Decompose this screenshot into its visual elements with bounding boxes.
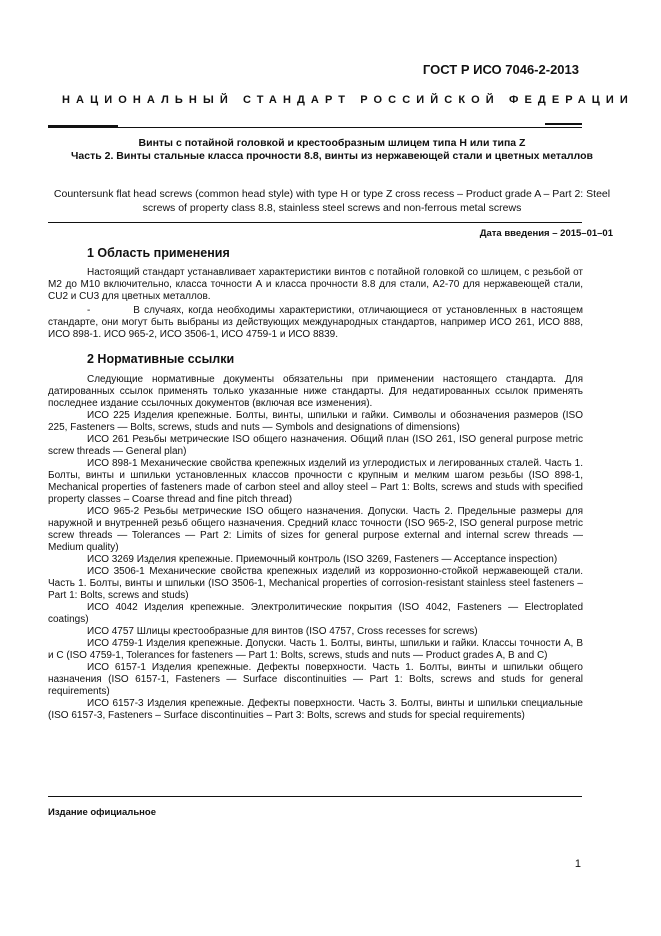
reference-paragraph: ИСО 6157-1 Изделия крепежные. Дефекты поверхности. Часть 1. Болты, винты и шпильки общего назначения (ISO 6157-1, Fasteners — Surface discontinuities — Part 1: Bolts, screws and studs for general requirements) <box>48 662 583 697</box>
reference-paragraph: ИСО 898-1 Механические свойства крепежных изделий из углеродистых и легированных сталей. Часть 1. Болты, винты и шпильки установленных классов прочности с крупным и мелким шагом резьбы (ISO 898-1, Mechanical properties of fasteners made of carbon steel and alloy steel – Part 1: Bolts, screws and studs with specified property classes – Coarse thread and fine pitch thread) <box>48 458 583 505</box>
footer-separator <box>48 796 582 797</box>
introduction-date: Дата введения – 2015–01–01 <box>479 228 613 239</box>
title-rule-right <box>545 123 582 125</box>
english-title: Countersunk flat head screws (common head style) with type H or type Z cross recess – Product grade A – Part 2: Steel screws of property class 8.8, stainless steel screws and non-ferrous metal screws <box>53 188 611 214</box>
section-1-paragraph: - В случаях, когда необходимы характеристики, отличающиеся от установленных в настоящем стандарте, они могут быть выбраны из действующих международных стандартов, например ИСО 261, ИСО 888, ИСО 898-1. ИСО 965-2, ИСО 3506-1, ИСО 4759-1 и ИСО 8839. <box>48 305 583 340</box>
section-2-heading: 2 Нормативные ссылки <box>87 352 235 366</box>
reference-paragraph: ИСО 965-2 Резьбы метрические ISO общего назначения. Допуски. Часть 2. Предельные размеры для наружной и внутренней резьб общего назначения. Средний класс точности (ISO 965-2, ISO general purpose metric screw threads — Tolerances — Part 2: Limits of sizes for general purpose external and internal screw threads — Medium quality) <box>48 506 583 553</box>
russian-title-line2: Часть 2. Винты стальные класса прочности 8.8, винты из нержавеющей стали и цветных металлов <box>71 150 593 162</box>
section-1-paragraph: Настоящий стандарт устанавливает характеристики винтов с потайной головкой со шлицем, с резьбой от М2 до М10 включительно, класса точности А и класса прочности 8.8 для стали, А2-70 для нержавеющей стали, CU2 и CU3 для цветных металлов. <box>48 267 583 302</box>
reference-paragraph: ИСО 3269 Изделия крепежные. Приемочный контроль (ISO 3269, Fasteners — Acceptance inspection) <box>87 554 558 565</box>
reference-paragraph: ИСО 4757 Шлицы крестообразные для винтов (ISO 4757, Cross recesses for screws) <box>87 626 478 637</box>
page-number: 1 <box>574 858 581 870</box>
reference-paragraph: ИСО 6157-3 Изделия крепежные. Дефекты поверхности. Часть 3. Болты, винты и шпильки специальные (ISO 6157-3, Fasteners – Surface discontinuities – Part 3: Bolts, screws and studs for special requirements) <box>48 698 583 721</box>
national-standard-banner: НАЦИОНАЛЬНЫЙ СТАНДАРТ РОССИЙСКОЙ ФЕДЕРАЦИИ <box>62 94 634 106</box>
section-2-body <box>48 374 583 722</box>
reference-paragraph: ИСО 4042 Изделия крепежные. Электролитические покрытия (ISO 4042, Fasteners — Electroplated coatings) <box>48 602 583 625</box>
reference-paragraph: ИСО 261 Резьбы метрические ISO общего назначения. Общий план (ISO 261, ISO general purpose metric screw threads — General plan) <box>48 434 583 457</box>
official-edition-label: Издание официальное <box>48 807 156 818</box>
russian-title <box>62 137 602 163</box>
russian-title-line1: Винты с потайной головкой и крестообразным шлицем типа H или типа Z <box>138 137 526 149</box>
title-separator <box>48 222 582 223</box>
reference-paragraph: ИСО 4759-1 Изделия крепежные. Допуски. Часть 1. Болты, винты, шпильки и гайки. Классы точности А, В и С (ISO 4759-1, Tolerances for fasteners — Part 1: Bolts, screws, studs and nuts — Product grades A, B and C) <box>48 638 583 661</box>
title-rule-thin <box>48 127 582 128</box>
reference-paragraph: ИСО 225 Изделия крепежные. Болты, винты, шпильки и гайки. Символы и обозначения размеров (ISO 225, Fasteners — Bolts, screws, studs and nuts — Symbols and designations of dimensions) <box>48 410 583 433</box>
reference-paragraph: Следующие нормативные документы обязательны при применении настоящего стандарта. Для датированных ссылок применять только указанные ниже стандарты. Для недатированных ссылок применять последнее издание ссылочных документов (включая все изменения). <box>48 374 583 409</box>
section-1-heading: 1 Область применения <box>87 246 230 260</box>
document-code: ГОСТ Р ИСО 7046-2-2013 <box>422 62 579 77</box>
reference-paragraph: ИСО 3506-1 Механические свойства крепежных изделий из коррозионно-стойкой нержавеющей стали. Часть 1. Болты, винты и шпильки (ISO 3506-1, Mechanical properties of corrosion-resistant stainless steel fasteners – Part 1: Bolts, screws and studs) <box>48 566 583 601</box>
section-1-body <box>48 267 583 341</box>
